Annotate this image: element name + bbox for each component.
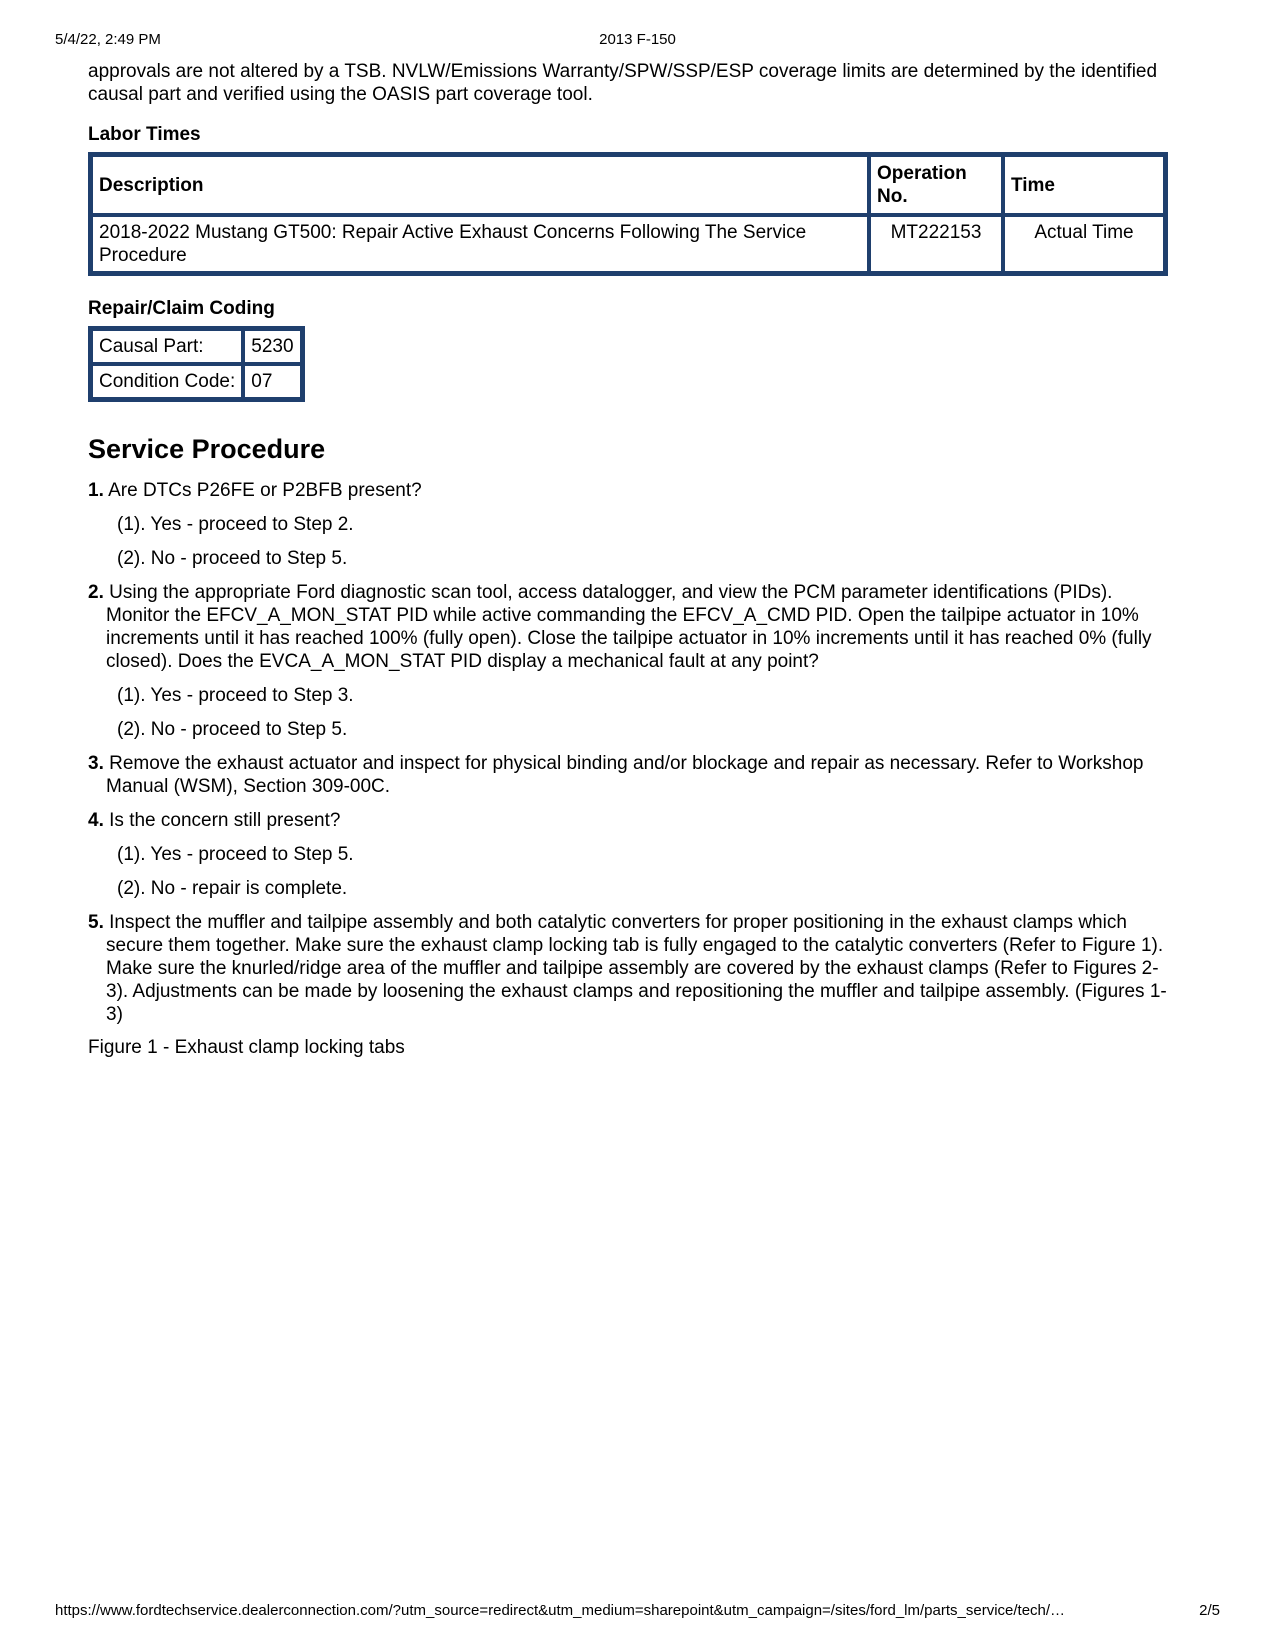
step-number: 3. — [88, 753, 104, 774]
labor-times-table — [88, 152, 1168, 276]
table-header-row — [91, 155, 1165, 215]
labor-times-heading: Labor Times — [88, 124, 201, 145]
step-option: (1). Yes - proceed to Step 3. — [117, 685, 354, 706]
step-text: Is the concern still present? — [109, 810, 341, 831]
condition-code-label: Condition Code: — [91, 364, 243, 399]
condition-code-value: 07 — [243, 364, 301, 399]
column-header-operation-no: Operation No. — [869, 155, 1003, 215]
figure-caption: Figure 1 - Exhaust clamp locking tabs — [88, 1037, 405, 1058]
step-option: (2). No - repair is complete. — [117, 878, 348, 899]
table-row — [91, 329, 302, 364]
step-text: Using the appropriate Ford diagnostic scan tool, access datalogger, and view the PCM parameter identifications (PIDs). Monitor the EFCV_A_MON_STAT PID while active commanding the EFCV_A_CMD PID. Open the tailpipe actuator in 10% increments until it has reached 100% (fully open). Close the tailpipe actuator in 10% increments until it has reached 0% (fully closed). Does the EVCA_A_MON_STAT PID display a mechanical fault at any point? — [106, 582, 1152, 672]
procedure-step-3 — [88, 752, 1178, 798]
step-number: 2. — [88, 582, 104, 603]
service-procedure-heading: Service Procedure — [88, 434, 326, 464]
labor-description-cell: 2018-2022 Mustang GT500: Repair Active Exhaust Concerns Following The Service Procedure — [91, 215, 869, 273]
table-row — [91, 364, 302, 399]
procedure-step-1 — [88, 479, 1178, 502]
repair-coding-heading: Repair/Claim Coding — [88, 298, 275, 319]
step-number: 1. — [88, 480, 104, 501]
column-header-time: Time — [1003, 155, 1165, 215]
step-option: (1). Yes - proceed to Step 5. — [117, 844, 354, 865]
procedure-step-2 — [88, 581, 1178, 673]
operation-number-cell: MT222153 — [869, 215, 1003, 273]
step-option: (1). Yes - proceed to Step 2. — [117, 514, 354, 535]
repair-coding-table — [88, 326, 305, 402]
causal-part-value: 5230 — [243, 329, 301, 364]
labor-time-cell: Actual Time — [1003, 215, 1165, 273]
procedure-step-5 — [88, 911, 1178, 1026]
step-text: Are DTCs P26FE or P2BFB present? — [108, 480, 422, 501]
print-document-title: 2013 F-150 — [599, 31, 676, 48]
column-header-description: Description — [91, 155, 869, 215]
procedure-step-4 — [88, 809, 1178, 832]
step-number: 5. — [88, 912, 104, 933]
page-content — [88, 60, 1178, 1059]
step-option: (2). No - proceed to Step 5. — [117, 719, 348, 740]
intro-paragraph: approvals are not altered by a TSB. NVLW/Emissions Warranty/SPW/SSP/ESP coverage limits are determined by the identified causal part and verified using the OASIS part coverage tool. — [88, 61, 1158, 105]
table-row — [91, 215, 1165, 273]
causal-part-label: Causal Part: — [91, 329, 243, 364]
footer-url: https://www.fordtechservice.dealerconnection.com/?utm_source=redirect&utm_medium=sharepoint&utm_campaign=/sites/ford_lm/parts_service/tech/… — [55, 1602, 1066, 1619]
step-text: Remove the exhaust actuator and inspect for physical binding and/or blockage and repair as necessary. Refer to Workshop Manual (WSM), Section 309-00C. — [106, 753, 1144, 797]
step-option: (2). No - proceed to Step 5. — [117, 548, 348, 569]
step-number: 4. — [88, 810, 104, 831]
page-number: 2/5 — [1199, 1602, 1220, 1619]
print-datetime: 5/4/22, 2:49 PM — [55, 31, 161, 48]
step-text: Inspect the muffler and tailpipe assembly and both catalytic converters for proper positioning in the exhaust clamps which secure them together. Make sure the exhaust clamp locking tab is fully engaged to the catalytic converters (Refer to Figure 1). Make sure the knurled/ridge area of the muffler and tailpipe assembly are covered by the exhaust clamps (Refer to Figures 2-3). Adjustments can be made by loosening the exhaust clamps and repositioning the muffler and tailpipe assembly. (Figures 1-3) — [106, 912, 1167, 1025]
